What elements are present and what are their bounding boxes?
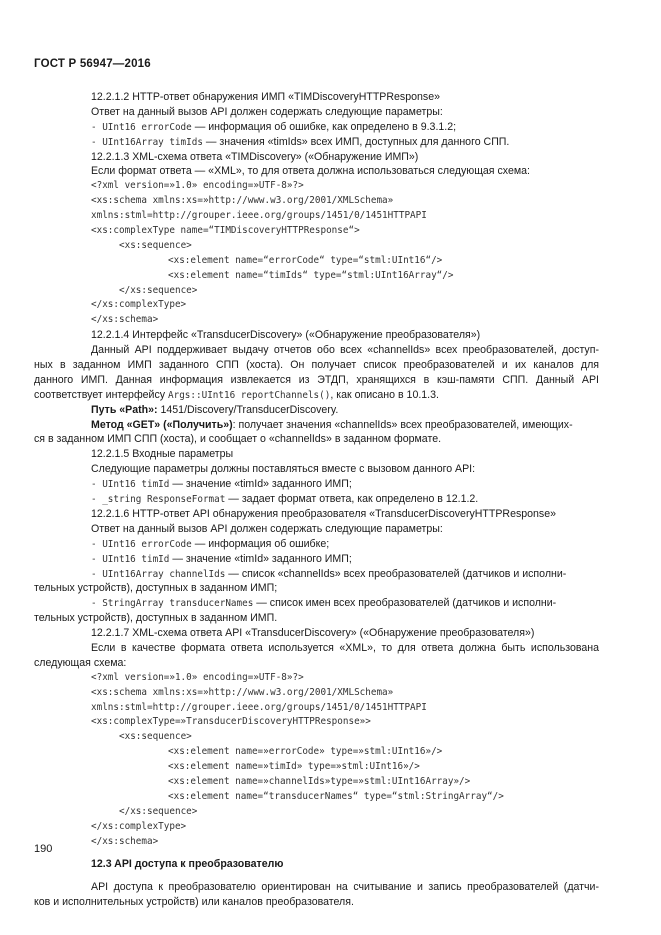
code-line: <xs:complexType name=“TIMDiscoveryHTTPResponse“> — [91, 225, 360, 237]
section-title: 12.3 API доступа к преобразователю — [91, 858, 284, 871]
paragraph-line: данного ИМП. Данная информация извлекается из ЭТДП, хранящихся в кэш-памяти СПП. Данный API — [34, 373, 599, 386]
paragraph-line: следующая схема: — [34, 656, 127, 669]
list-item: - UInt16 timId — значение «timId» заданного ИМП; — [91, 478, 352, 491]
list-item: - UInt16 timId — значение «timId» заданного ИМП; — [91, 552, 352, 565]
document-header: ГОСТ Р 56947—2016 — [34, 58, 151, 70]
code-line: </xs:complexType> — [91, 820, 187, 832]
path-line: Путь «Path»: 1451/Discovery/TransducerDiscovery. — [91, 403, 339, 416]
code-line: </xs:sequence> — [119, 805, 198, 817]
list-item: - UInt16Array timIds — значения «timIds» всех ИМП, доступных для данного СПП. — [91, 135, 510, 148]
list-item: - UInt16Array channelIds — список «channelIds» всех преобразователей (датчиков и исполни- — [91, 567, 567, 580]
code-line: </xs:complexType> — [91, 299, 187, 311]
paragraph-line: API доступа к преобразователю ориентирован на считывание и запись преобразователей (датчи- — [91, 881, 599, 894]
section-heading: 12.2.1.4 Интерфейс «TransducerDiscovery» («Обнаружение преобразователя») — [91, 329, 481, 342]
paragraph-line: ков и исполнительных устройств) или каналов преобразователя. — [34, 896, 354, 909]
section-heading: 12.2.1.2 HTTP-ответ обнаружения ИМП «TIMDiscoveryHTTPResponse» — [91, 91, 440, 103]
list-item-continuation: тельных устройств), доступных в заданном ИМП. — [34, 612, 278, 625]
code-line: <xs:schema xmlns:xs=»http://www.w3.org/2001/XMLSchema» — [91, 195, 394, 207]
code-line: <xs:element name=»timId» type=»stml:UInt16»/> — [168, 761, 420, 773]
code-line: <xs:sequence> — [119, 731, 192, 743]
list-item-continuation: тельных устройств), доступных в заданном ИМП; — [34, 582, 278, 595]
code-line: <xs:element name=“timIds“ type=“stml:UInt16Array“/> — [168, 269, 454, 281]
list-item: - UInt16 errorCode — информация об ошибке; — [91, 537, 330, 550]
code-line: </xs:schema> — [91, 314, 159, 326]
section-heading: 12.2.1.7 XML-схема ответа API «TransducerDiscovery» («Обнаружение преобразователя») — [91, 627, 535, 640]
code-line: xmlns:stml=http://grouper.ieee.org/groups/1451/0/1451HTTPAPI — [91, 210, 427, 222]
code-line: <?xml version=»1.0» encoding=»UTF-8»?> — [91, 180, 304, 192]
page-number: 190 — [34, 843, 53, 855]
code-line: <?xml version=»1.0» encoding=»UTF-8»?> — [91, 671, 304, 683]
code-line: <xs:element name=“errorCode“ type=“stml:UInt16“/> — [168, 254, 443, 266]
code-line: <xs:schema xmlns:xs=»http://www.w3.org/2001/XMLSchema» — [91, 686, 394, 698]
spacer — [34, 849, 599, 857]
code-line: <xs:element name=»errorCode» type=»stml:UInt16»/> — [168, 746, 443, 758]
code-line: <xs:element name=“transducerNames“ type=“stml:StringArray“/> — [168, 790, 504, 802]
section-heading: 12.2.1.6 HTTP-ответ API обнаружения преобразователя «TransducerDiscoveryHTTPResponse» — [91, 507, 557, 520]
spacer — [34, 872, 599, 880]
paragraph-line: Если формат ответа — «XML», то для ответа должна использоваться следующая схема: — [91, 165, 530, 178]
document-body — [34, 90, 599, 910]
paragraph-line: ных в заданном ИМП заданного СПП (хоста). Он получает список преобразователей и их каналов для — [34, 359, 599, 372]
paragraph-line: Данный API поддерживает выдачу отчетов обо всех «channelIds» всех преобразователей, доступ- — [91, 344, 599, 357]
code-line: </xs:sequence> — [119, 284, 198, 296]
paragraph-line: Ответ на данный вызов API должен содержать следующие параметры: — [91, 105, 443, 118]
code-line: xmlns:stml=http://grouper.ieee.org/groups/1451/0/1451HTTPAPI — [91, 701, 427, 713]
code-line: <xs:element name=»channelIds»type=»stml:UInt16Array»/> — [168, 775, 471, 787]
code-line: <xs:sequence> — [119, 239, 192, 251]
paragraph-line: Ответ на данный вызов API должен содержать следующие параметры: — [91, 522, 443, 535]
section-heading: 12.2.1.5 Входные параметры — [91, 448, 234, 461]
paragraph-line: Следующие параметры должны поставляться вместе с вызовом данного API: — [91, 463, 476, 476]
paragraph-line: соответствует интерфейсу Args::UInt16 reportChannels(), как описано в 10.1.3. — [34, 388, 439, 401]
method-line: Метод «GET» («Получить»): получает значения «channelIds» всех преобразователей, имеющих- — [91, 418, 573, 431]
paragraph-line: ся в заданном ИМП СПП (хоста), и сообщает о «channelIds» в заданном формате. — [34, 433, 442, 446]
code-line: <xs:complexType=»TransducerDiscoveryHTTPResponse»> — [91, 716, 371, 728]
paragraph-line: Если в качестве формата ответа используется «XML», то для ответа должна быть использована — [91, 641, 599, 654]
list-item: - UInt16 errorCode — информация об ошибке, как определено в 9.3.1.2; — [91, 120, 457, 133]
section-heading: 12.2.1.3 XML-схема ответа «TIMDiscovery» («Обнаружение ИМП») — [91, 150, 419, 163]
list-item: - _string ResponseFormat — задает формат ответа, как определено в 12.1.2. — [91, 493, 479, 506]
list-item: - StringArray transducerNames — список имен всех преобразователей (датчиков и исполни- — [91, 597, 557, 610]
code-line: </xs:schema> — [91, 835, 159, 847]
